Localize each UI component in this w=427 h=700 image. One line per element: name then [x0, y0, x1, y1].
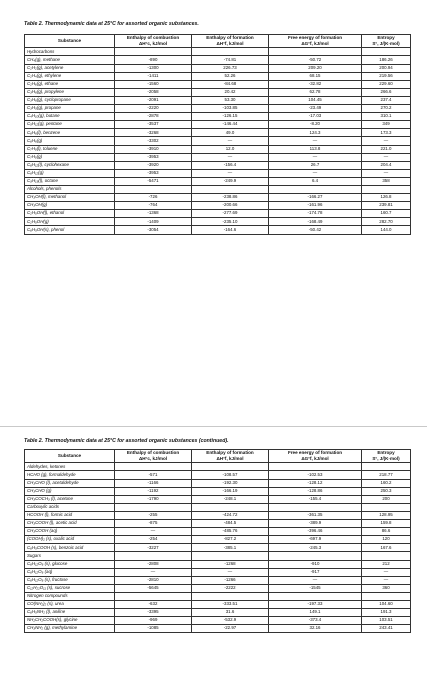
free-energy-cell — [269, 48, 362, 56]
free-energy-cell: — — [269, 153, 362, 161]
table-row — [25, 113, 411, 121]
free-energy-cell: -697.9 — [269, 536, 362, 544]
entropy-cell: 212 — [362, 560, 411, 568]
substance-cell: C₄H₁₀(g), butane — [25, 113, 115, 121]
table-header — [25, 450, 411, 463]
substance-cell: CH₃COOH (aq) — [25, 528, 115, 536]
table-row — [25, 202, 411, 210]
table-row — [25, 584, 411, 592]
formation-cell: 52.26 — [192, 72, 269, 80]
table-row — [25, 226, 411, 234]
free-energy-cell: -128.86 — [269, 487, 362, 495]
formation-cell: -248.1 — [192, 495, 269, 503]
header-free-energy: Free energy of formation ΔG°f, kJ/mol — [269, 450, 362, 463]
substance-cell: C₇H₈(g) — [25, 153, 115, 161]
table-row — [25, 56, 411, 64]
substance-cell: CH₄(g), methane — [25, 56, 115, 64]
substance-cell: CH₃OH(l), methanol — [25, 194, 115, 202]
header-entropy: Entropy S°, J/(K·mol) — [362, 450, 411, 463]
formation-cell: -484.5 — [192, 520, 269, 528]
substance-cell: CH₃OH(g) — [25, 202, 115, 210]
combustion-cell: -3395 — [115, 609, 192, 617]
combustion-cell: -726 — [115, 194, 192, 202]
combustion-cell: -1790 — [115, 495, 192, 503]
free-energy-cell: 26.7 — [269, 161, 362, 169]
table-row — [25, 520, 411, 528]
substance-cell: C₂H₅OH(g) — [25, 218, 115, 226]
entropy-cell: 120 — [362, 536, 411, 544]
table-row — [25, 511, 411, 519]
free-energy-cell: — — [269, 137, 362, 145]
entropy-cell: 349 — [362, 121, 411, 129]
free-energy-cell: -396.46 — [269, 528, 362, 536]
free-energy-cell: — — [269, 576, 362, 584]
substance-cell: C₁₂H₂₂O₁₁ (s), sucrose — [25, 584, 115, 592]
combustion-cell: -1409 — [115, 218, 192, 226]
substance-cell: CH₃COCH₃ (l), acetone — [25, 495, 115, 503]
table-row — [25, 80, 411, 88]
entropy-cell — [362, 503, 411, 511]
entropy-cell — [362, 592, 411, 600]
formation-cell: -200.66 — [192, 202, 269, 210]
combustion-cell: -1192 — [115, 487, 192, 495]
formation-cell: -277.69 — [192, 210, 269, 218]
table-row — [25, 137, 411, 145]
free-energy-cell: -245.3 — [269, 544, 362, 552]
entropy-cell: 160.7 — [362, 210, 411, 218]
formation-cell: -192.30 — [192, 479, 269, 487]
header-formation: Enthalpy of formation ΔH°f, kJ/mol — [192, 450, 269, 463]
free-energy-cell: -373.4 — [269, 617, 362, 625]
formation-cell: -827.2 — [192, 536, 269, 544]
entropy-cell: 167.6 — [362, 544, 411, 552]
substance-cell: CH₃CHO (l), acetaldehyde — [25, 479, 115, 487]
substance-cell: Nitrogen compounds — [25, 592, 115, 600]
free-energy-cell: -8.20 — [269, 121, 362, 129]
combustion-cell: -2808 — [115, 560, 192, 568]
combustion-cell: -2810 — [115, 576, 192, 584]
category-row — [25, 552, 411, 560]
formation-cell: -84.68 — [192, 80, 269, 88]
table-row — [25, 625, 411, 633]
formation-cell: — — [192, 169, 269, 177]
table-row — [25, 177, 411, 185]
table-body — [25, 463, 411, 633]
free-energy-cell: 62.78 — [269, 88, 362, 96]
free-energy-cell: 209.20 — [269, 64, 362, 72]
table-row — [25, 495, 411, 503]
entropy-cell: 310.1 — [362, 113, 411, 121]
substance-cell: C₂H₅OH(l), ethanol — [25, 210, 115, 218]
combustion-cell — [115, 552, 192, 560]
substance-cell: Aldehydes, ketones — [25, 463, 115, 471]
free-energy-cell: 113.8 — [269, 145, 362, 153]
entropy-cell: 243.41 — [362, 625, 411, 633]
table-row — [25, 145, 411, 153]
table-row — [25, 169, 411, 177]
combustion-cell: -1411 — [115, 72, 192, 80]
formation-cell: 226.73 — [192, 64, 269, 72]
entropy-cell: 218.77 — [362, 471, 411, 479]
substance-cell: C₂H₄(g), ethylene — [25, 72, 115, 80]
formation-cell: -22.97 — [192, 625, 269, 633]
substance-cell: C₆H₅NH₂ (l), aniline — [25, 609, 115, 617]
formation-cell: -238.86 — [192, 194, 269, 202]
combustion-cell: -3953 — [115, 153, 192, 161]
combustion-cell: -3910 — [115, 145, 192, 153]
thermo-table-1 — [24, 34, 411, 235]
formation-cell: -103.85 — [192, 105, 269, 113]
substance-cell: (COOH)₂ (s), oxalic acid — [25, 536, 115, 544]
free-energy-cell: -50.72 — [269, 56, 362, 64]
formation-cell: -235.10 — [192, 218, 269, 226]
substance-cell: Carboxylic acids — [25, 503, 115, 511]
table-row — [25, 218, 411, 226]
formation-cell: — — [192, 568, 269, 576]
table-row — [25, 88, 411, 96]
formation-cell: -166.19 — [192, 487, 269, 495]
formation-cell: -485.76 — [192, 528, 269, 536]
entropy-cell: 204.4 — [362, 161, 411, 169]
combustion-cell: -571 — [115, 471, 192, 479]
free-energy-cell: -361.35 — [269, 511, 362, 519]
table-row — [25, 105, 411, 113]
combustion-cell: -1368 — [115, 210, 192, 218]
combustion-cell: -969 — [115, 617, 192, 625]
table-row — [25, 560, 411, 568]
free-energy-cell: — — [269, 169, 362, 177]
table-row — [25, 609, 411, 617]
free-energy-cell: -102.53 — [269, 471, 362, 479]
table-row — [25, 129, 411, 137]
category-row — [25, 463, 411, 471]
formation-cell: -156.4 — [192, 161, 269, 169]
substance-cell: Hydrocarbons — [25, 48, 115, 56]
entropy-cell: — — [362, 576, 411, 584]
entropy-cell: — — [362, 137, 411, 145]
combustion-cell: -3953 — [115, 169, 192, 177]
substance-cell: C₂H₆(g), ethane — [25, 80, 115, 88]
formation-cell — [192, 592, 269, 600]
category-row — [25, 48, 411, 56]
formation-cell: -74.81 — [192, 56, 269, 64]
table-row — [25, 568, 411, 576]
substance-cell: CO(NH₂)₂ (s), urea — [25, 600, 115, 608]
category-row — [25, 185, 411, 193]
free-energy-cell: -32.82 — [269, 80, 362, 88]
combustion-cell: -875 — [115, 520, 192, 528]
formation-cell: -108.57 — [192, 471, 269, 479]
free-energy-cell: -168.49 — [269, 218, 362, 226]
free-energy-cell: -389.9 — [269, 520, 362, 528]
entropy-cell: 237.4 — [362, 96, 411, 104]
entropy-cell: 250.3 — [362, 487, 411, 495]
formation-cell: -532.9 — [192, 617, 269, 625]
entropy-cell: 173.3 — [362, 129, 411, 137]
formation-cell: — — [192, 153, 269, 161]
table-row — [25, 161, 411, 169]
header-formation: Enthalpy of formation ΔH°f, kJ/mol — [192, 35, 269, 48]
combustion-cell: -1166 — [115, 479, 192, 487]
substance-cell: CH₃COOH (l), acetic acid — [25, 520, 115, 528]
table-row — [25, 528, 411, 536]
substance-cell: C₆H₁₂(l), cyclohexane — [25, 161, 115, 169]
table-row — [25, 471, 411, 479]
entropy-cell: 191.3 — [362, 609, 411, 617]
entropy-cell: 126.8 — [362, 194, 411, 202]
entropy-cell: 282.70 — [362, 218, 411, 226]
free-energy-cell — [269, 592, 362, 600]
combustion-cell: -1300 — [115, 64, 192, 72]
entropy-cell: 239.81 — [362, 202, 411, 210]
formation-cell: -164.6 — [192, 226, 269, 234]
table-row — [25, 96, 411, 104]
combustion-cell — [115, 185, 192, 193]
table-row — [25, 536, 411, 544]
combustion-cell: -632 — [115, 600, 192, 608]
combustion-cell: -5645 — [115, 584, 192, 592]
formation-cell: -146.44 — [192, 121, 269, 129]
entropy-cell: 186.26 — [362, 56, 411, 64]
formation-cell: -1268 — [192, 560, 269, 568]
substance-cell: C₃H₆(g), cyclopropane — [25, 96, 115, 104]
formation-cell: 53.30 — [192, 96, 269, 104]
entropy-cell — [362, 463, 411, 471]
substance-cell: CH₃CHO (g) — [25, 487, 115, 495]
category-row — [25, 503, 411, 511]
substance-cell: CH₃NH₂ (g), methylamine — [25, 625, 115, 633]
formation-cell: 20.42 — [192, 88, 269, 96]
free-energy-cell: -910 — [269, 560, 362, 568]
entropy-cell: 104.60 — [362, 600, 411, 608]
free-energy-cell: -1545 — [269, 584, 362, 592]
free-energy-cell — [269, 503, 362, 511]
free-energy-cell: -166.27 — [269, 194, 362, 202]
formation-cell: -249.9 — [192, 177, 269, 185]
combustion-cell: — — [115, 568, 192, 576]
formation-cell: 12.0 — [192, 145, 269, 153]
free-energy-cell: -50.42 — [269, 226, 362, 234]
entropy-cell: 358 — [362, 177, 411, 185]
combustion-cell: -1560 — [115, 80, 192, 88]
combustion-cell: -3302 — [115, 137, 192, 145]
header-free-energy: Free energy of formation ΔG°f, kJ/mol — [269, 35, 362, 48]
substance-cell: C₆H₅OH(s), phenol — [25, 226, 115, 234]
entropy-cell: 219.56 — [362, 72, 411, 80]
table-row — [25, 544, 411, 552]
table-body — [25, 48, 411, 234]
formation-cell — [192, 503, 269, 511]
combustion-cell: -3268 — [115, 129, 192, 137]
substance-cell: C₂H₂(g), acetylene — [25, 64, 115, 72]
page-divider — [0, 426, 427, 427]
thermo-table-2 — [24, 449, 411, 633]
substance-cell: C₅H₁₂(g), pentane — [25, 121, 115, 129]
entropy-cell — [362, 552, 411, 560]
table-row — [25, 479, 411, 487]
substance-cell: C₆H₆(g) — [25, 137, 115, 145]
combustion-cell: -3054 — [115, 226, 192, 234]
entropy-cell: 159.8 — [362, 520, 411, 528]
substance-cell: Sugars — [25, 552, 115, 560]
free-energy-cell: -917 — [269, 568, 362, 576]
free-energy-cell: -128.12 — [269, 479, 362, 487]
combustion-cell: -254 — [115, 536, 192, 544]
combustion-cell: -1085 — [115, 625, 192, 633]
formation-cell: -333.51 — [192, 600, 269, 608]
substance-cell: C₆H₆(l), benzene — [25, 129, 115, 137]
entropy-cell: 266.6 — [362, 88, 411, 96]
combustion-cell: -2091 — [115, 96, 192, 104]
formation-cell — [192, 48, 269, 56]
substance-cell: C₆H₁₂O₆ (aq) — [25, 568, 115, 576]
entropy-cell: 128.95 — [362, 511, 411, 519]
combustion-cell — [115, 592, 192, 600]
free-energy-cell: -17.03 — [269, 113, 362, 121]
free-energy-cell: 68.15 — [269, 72, 362, 80]
entropy-cell — [362, 185, 411, 193]
combustion-cell — [115, 463, 192, 471]
table-row — [25, 64, 411, 72]
substance-cell: C₃H₆(g), propylene — [25, 88, 115, 96]
category-row — [25, 592, 411, 600]
substance-cell: NH₂CH₂COOH(s), glycine — [25, 617, 115, 625]
formation-cell — [192, 552, 269, 560]
entropy-cell: 360 — [362, 584, 411, 592]
table-header — [25, 35, 411, 48]
formation-cell: — — [192, 137, 269, 145]
free-energy-cell: 6.4 — [269, 177, 362, 185]
combustion-cell — [115, 48, 192, 56]
entropy-cell: 270.2 — [362, 105, 411, 113]
header-combustion: Enthalpy of combustion ΔH°c, kJ/mol — [115, 450, 192, 463]
table-row — [25, 617, 411, 625]
formation-cell: -126.15 — [192, 113, 269, 121]
entropy-cell: 144.0 — [362, 226, 411, 234]
substance-cell: C₆H₁₂O₆ (s), glucose — [25, 560, 115, 568]
entropy-cell: 200.94 — [362, 64, 411, 72]
header-substance: Substance — [25, 450, 115, 463]
entropy-cell: — — [362, 169, 411, 177]
combustion-cell: -764 — [115, 202, 192, 210]
formation-cell — [192, 463, 269, 471]
substance-cell: C₆H₅COOH (s), benzoic acid — [25, 544, 115, 552]
header-combustion: Enthalpy of combustion ΔH°c, kJ/mol — [115, 35, 192, 48]
table-row — [25, 194, 411, 202]
free-energy-cell: 104.45 — [269, 96, 362, 104]
table-row — [25, 121, 411, 129]
combustion-cell: -2058 — [115, 88, 192, 96]
table-row — [25, 153, 411, 161]
formation-cell — [192, 185, 269, 193]
combustion-cell: -3537 — [115, 121, 192, 129]
formation-cell: -1266 — [192, 576, 269, 584]
substance-cell: C₃H₈(g), propane — [25, 105, 115, 113]
formation-cell: -424.72 — [192, 511, 269, 519]
entropy-cell: 160.2 — [362, 479, 411, 487]
table-row — [25, 72, 411, 80]
free-energy-cell: -197.33 — [269, 600, 362, 608]
substance-cell: HCHO (g), formaldehyde — [25, 471, 115, 479]
table-row — [25, 210, 411, 218]
substance-cell: C₇H₈(l), toluene — [25, 145, 115, 153]
combustion-cell: -3920 — [115, 161, 192, 169]
combustion-cell: -3227 — [115, 544, 192, 552]
formation-cell: 31.6 — [192, 609, 269, 617]
table-row — [25, 576, 411, 584]
header-entropy: Entropy S°, J/(K·mol) — [362, 35, 411, 48]
table-row — [25, 600, 411, 608]
free-energy-cell: 32.16 — [269, 625, 362, 633]
entropy-cell: 221.0 — [362, 145, 411, 153]
entropy-cell: 86.6 — [362, 528, 411, 536]
entropy-cell — [362, 48, 411, 56]
free-energy-cell — [269, 463, 362, 471]
entropy-cell: 200 — [362, 495, 411, 503]
substance-cell: C₆H₁₂(g) — [25, 169, 115, 177]
free-energy-cell: -155.4 — [269, 495, 362, 503]
table-caption-1: Table 2. Thermodynamic data at 25°C for assorted organic substances. — [24, 21, 199, 27]
entropy-cell: — — [362, 568, 411, 576]
substance-cell: Alcohols, phenols — [25, 185, 115, 193]
formation-cell: 49.0 — [192, 129, 269, 137]
formation-cell: -2222 — [192, 584, 269, 592]
free-energy-cell — [269, 552, 362, 560]
combustion-cell — [115, 503, 192, 511]
entropy-cell: 229.60 — [362, 80, 411, 88]
combustion-cell: -255 — [115, 511, 192, 519]
combustion-cell: — — [115, 528, 192, 536]
combustion-cell: -2878 — [115, 113, 192, 121]
free-energy-cell: -161.96 — [269, 202, 362, 210]
combustion-cell: -5471 — [115, 177, 192, 185]
substance-cell: C₈H₁₈(l), octane — [25, 177, 115, 185]
header-substance: Substance — [25, 35, 115, 48]
combustion-cell: -890 — [115, 56, 192, 64]
free-energy-cell: 124.3 — [269, 129, 362, 137]
entropy-cell: 103.51 — [362, 617, 411, 625]
table-row — [25, 487, 411, 495]
substance-cell: HCOOH (l), formic acid — [25, 511, 115, 519]
free-energy-cell: -174.78 — [269, 210, 362, 218]
free-energy-cell: -23.49 — [269, 105, 362, 113]
table-caption-2: Table 2. Thermodynamic data at 25°C for assorted organic substances (continued). — [24, 438, 229, 444]
free-energy-cell: 149.1 — [269, 609, 362, 617]
combustion-cell: -2220 — [115, 105, 192, 113]
entropy-cell: — — [362, 153, 411, 161]
substance-cell: C₆H₁₂O₆ (s), fructose — [25, 576, 115, 584]
formation-cell: -385.1 — [192, 544, 269, 552]
free-energy-cell — [269, 185, 362, 193]
